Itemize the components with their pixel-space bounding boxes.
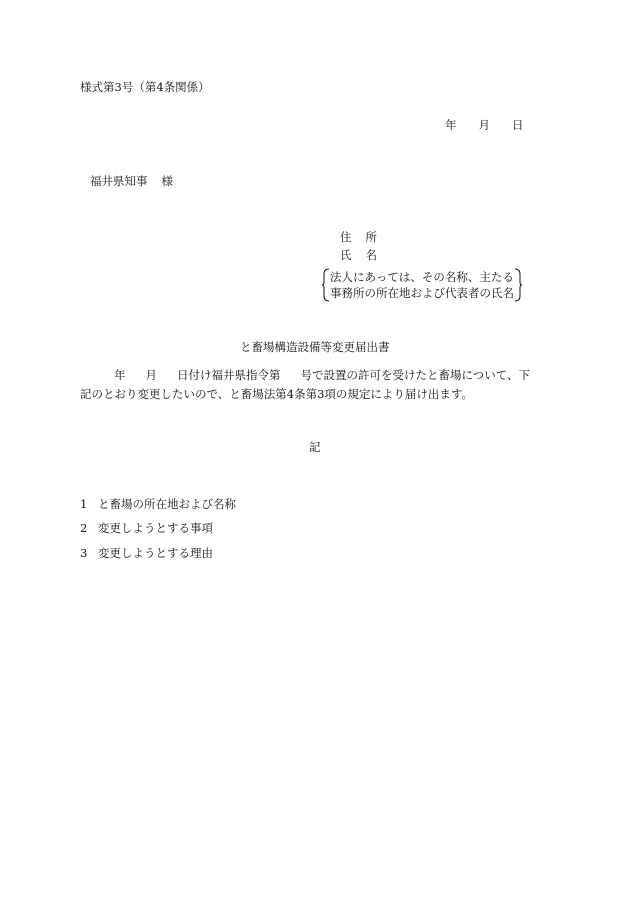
corporate-note xyxy=(322,268,522,302)
item-number: 2 xyxy=(80,521,88,535)
body-year-label: 年 xyxy=(114,368,126,382)
body-paragraph xyxy=(80,366,552,404)
address-label-char-1: 住 xyxy=(340,230,352,244)
item-text: 変更しようとする理由 xyxy=(98,546,213,560)
form-number: 様式第3号（第4条関係） xyxy=(80,80,210,94)
address-label-char-2: 所 xyxy=(365,230,377,244)
corporate-note-line-1: 法人にあっては、その名称、主たる xyxy=(330,270,514,284)
list-item xyxy=(80,523,213,535)
body-text-part-2: 号で設置の許可を受けたと畜場について、下 xyxy=(300,368,531,382)
corporate-note-line-2: 事務所の所在地および代表者の氏名 xyxy=(330,286,514,300)
body-line-2: 記のとおり変更したいので、と畜場法第4条第3項の規定により届け出ます。 xyxy=(80,387,473,401)
date-line xyxy=(445,120,524,132)
year-label: 年 xyxy=(445,118,457,132)
item-text: と畜場の所在地および名称 xyxy=(98,497,236,511)
body-text-part-1: 日付け福井県指令第 xyxy=(177,368,281,382)
ki-heading: 記 xyxy=(309,440,321,454)
item-number: 1 xyxy=(80,497,88,511)
name-label-char-2: 名 xyxy=(365,248,377,262)
day-label: 日 xyxy=(512,118,524,132)
address-label xyxy=(340,232,377,244)
body-month-label: 月 xyxy=(145,368,157,382)
addressee xyxy=(90,176,173,188)
list-item xyxy=(80,499,236,511)
honorific: 様 xyxy=(161,174,173,188)
governor-title: 福井県知事 xyxy=(90,174,148,188)
list-item xyxy=(80,548,213,560)
name-label-char-1: 氏 xyxy=(340,248,352,262)
item-number: 3 xyxy=(80,546,88,560)
month-label: 月 xyxy=(478,118,490,132)
body-line-1 xyxy=(80,366,552,385)
name-label xyxy=(340,250,377,262)
document-title: と畜場構造設備等変更届出書 xyxy=(240,340,390,354)
item-text: 変更しようとする事項 xyxy=(98,521,213,535)
